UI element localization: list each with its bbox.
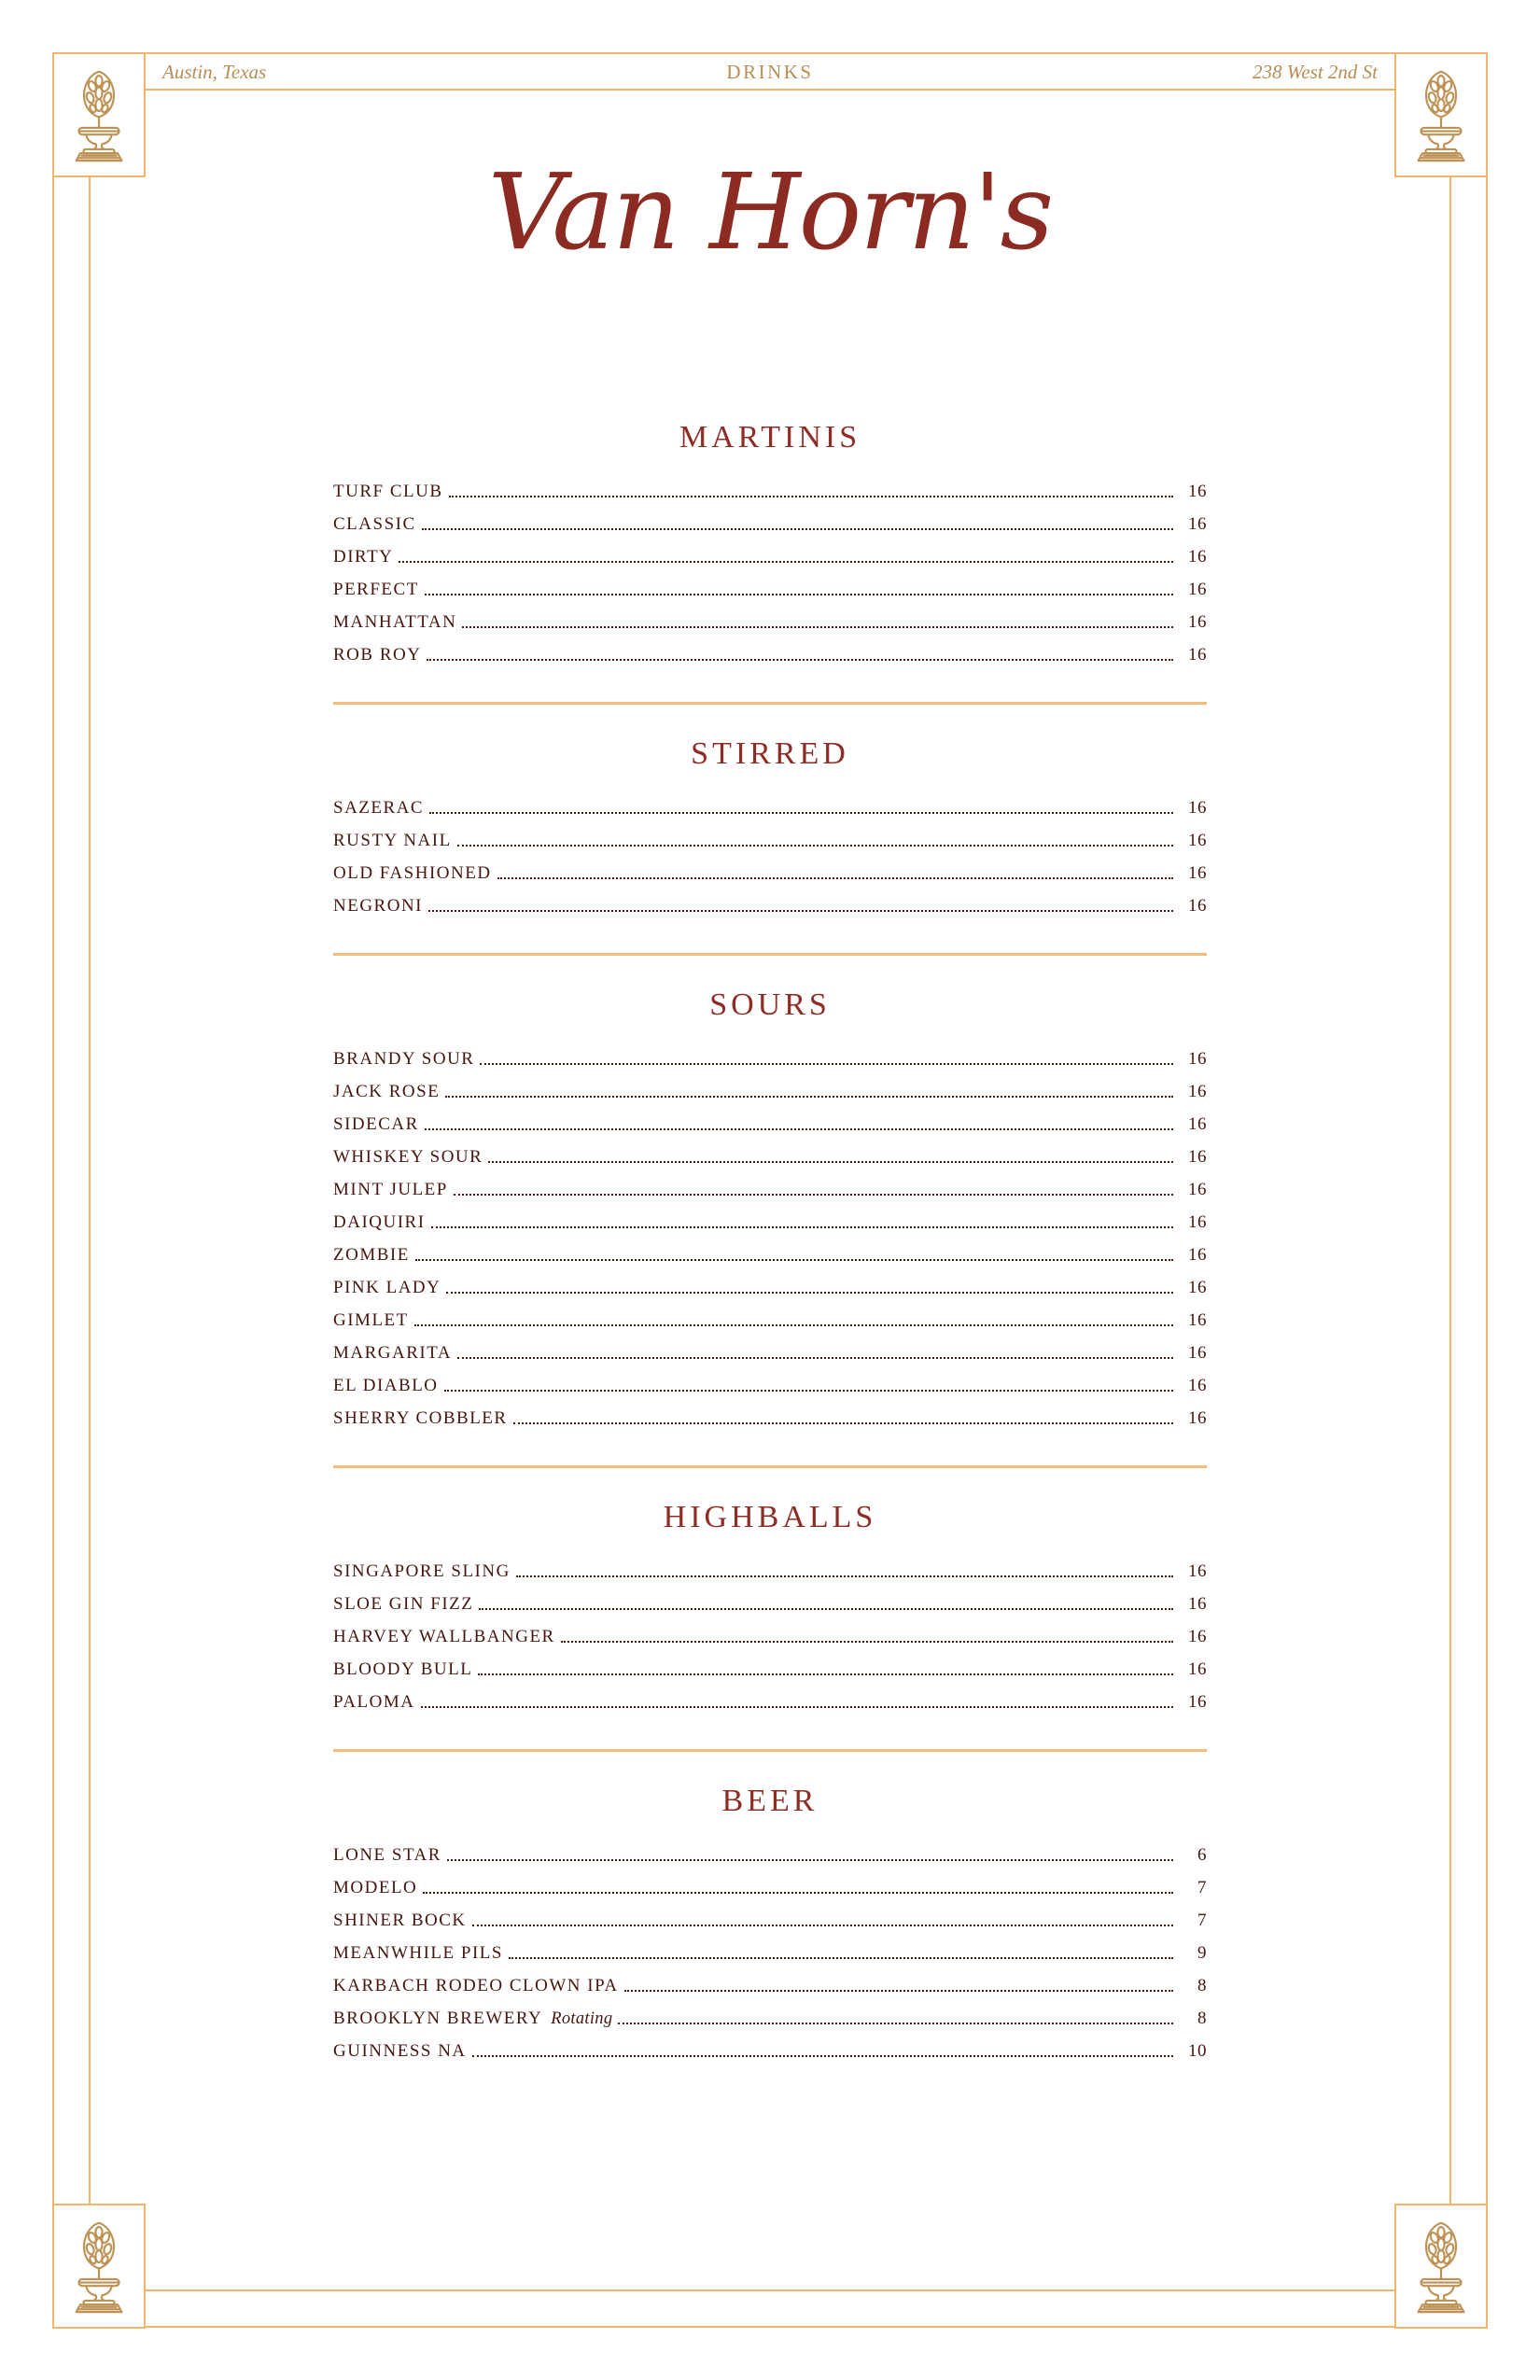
menu-item-price: 16 (1188, 514, 1207, 535)
dot-leader (425, 594, 1173, 595)
menu-item-row (333, 1297, 1207, 1330)
section-divider (333, 702, 1207, 705)
menu-item-price: 16 (1188, 1114, 1207, 1135)
menu-item-name: NEGRONI (333, 896, 423, 917)
menu-item-price: 8 (1197, 2009, 1207, 2029)
menu-item-name: HARVEY WALLBANGER (333, 1627, 555, 1647)
menu-item-price: 16 (1188, 482, 1207, 502)
header-location: Austin, Texas (162, 60, 267, 83)
dot-leader (472, 2055, 1173, 2057)
corner-ornament-bottom-right (1394, 2204, 1488, 2329)
dot-leader (447, 1859, 1173, 1861)
menu-item-price: 16 (1188, 1310, 1207, 1331)
menu-item-name: KARBACH RODEO CLOWN IPA (333, 1976, 619, 1996)
menu-item-price: 9 (1197, 1943, 1207, 1964)
menu-item-name: SAZERAC (333, 798, 425, 819)
menu-item-price: 16 (1188, 1561, 1207, 1582)
menu-item-row (333, 1167, 1207, 1199)
dot-leader (421, 1706, 1174, 1708)
menu-item-name: MANHATTAN (333, 612, 457, 633)
menu-item-name: PERFECT (333, 580, 419, 600)
menu-item-row (333, 1134, 1207, 1167)
dot-leader (429, 812, 1173, 814)
menu-item-row (333, 1646, 1207, 1679)
dot-leader (509, 1957, 1173, 1959)
menu-item-note: Rotating (551, 2009, 613, 2028)
dot-leader (427, 659, 1173, 661)
section-rows (333, 469, 1207, 665)
menu-item-row (333, 1069, 1207, 1101)
section-divider (333, 953, 1207, 956)
dot-leader (454, 1194, 1173, 1196)
menu-item-name: DIRTY (333, 547, 394, 567)
dot-leader (457, 1357, 1173, 1359)
menu-item-price: 16 (1188, 1343, 1207, 1364)
menu-item-name: OLD FASHIONED (333, 863, 492, 884)
menu-item-row (333, 1679, 1207, 1712)
dot-leader (513, 1422, 1173, 1424)
dot-leader (428, 910, 1173, 912)
menu-item-name: BLOODY BULL (333, 1659, 473, 1680)
menu-item-price: 7 (1197, 1878, 1207, 1898)
dot-leader (445, 1096, 1173, 1098)
menu-item-name: MODELO (333, 1878, 418, 1898)
menu-item-name: SINGAPORE SLING (333, 1561, 511, 1582)
section-rows (333, 785, 1207, 916)
section-rows (333, 1832, 1207, 2061)
menu-item-name: SIDECAR (333, 1114, 419, 1135)
menu-item-price: 10 (1188, 2041, 1207, 2062)
section-title: BEER (721, 1784, 819, 1818)
menu-item-price: 16 (1188, 863, 1207, 884)
menu-item-row (333, 1199, 1207, 1232)
dot-leader (516, 1575, 1173, 1577)
menu-item-row (333, 1363, 1207, 1395)
dot-leader (479, 1608, 1173, 1610)
menu-item-row (333, 1995, 1207, 2028)
menu-item-name: BRANDY SOUR (333, 1049, 475, 1070)
dot-leader (415, 1259, 1173, 1261)
menu-item-name: BROOKLYN BREWERY Rotating (333, 2008, 613, 2028)
menu-item-name: ROB ROY (333, 645, 422, 665)
menu-item-row (333, 1265, 1207, 1297)
menu-item-row (333, 1232, 1207, 1265)
menu-item-name: RUSTY NAIL (333, 831, 452, 851)
menu-item-row (333, 1614, 1207, 1646)
dot-leader (561, 1641, 1173, 1643)
menu-item-row (333, 501, 1207, 534)
menu-item-name: LONE STAR (333, 1845, 441, 1866)
menu-item-price: 16 (1188, 1627, 1207, 1647)
dot-leader (472, 1925, 1173, 1926)
menu-item-price: 16 (1188, 1049, 1207, 1070)
dot-leader (423, 1892, 1173, 1894)
menu-item-price: 16 (1188, 896, 1207, 917)
menu-item-row (333, 818, 1207, 850)
corner-ornament-bottom-left (52, 2204, 146, 2329)
header (147, 54, 1393, 90)
menu-item-price: 16 (1188, 1692, 1207, 1713)
menu-item-price: 16 (1188, 1212, 1207, 1233)
menu-item-price: 16 (1188, 580, 1207, 600)
dot-leader (497, 877, 1173, 879)
dot-leader (457, 845, 1173, 847)
menu-item-row (333, 1548, 1207, 1581)
section-title: SOURS (709, 987, 831, 1022)
menu-item-row (333, 1036, 1207, 1069)
menu-item-price: 8 (1197, 1976, 1207, 1996)
menu-item-price: 6 (1197, 1845, 1207, 1866)
menu-item-row (333, 567, 1207, 599)
menu-item-name: GIMLET (333, 1310, 409, 1331)
menu-item-row (333, 1581, 1207, 1614)
menu-item-name: SHINER BOCK (333, 1911, 467, 1931)
pinecone-finial-icon (65, 2218, 133, 2315)
section-divider (333, 1465, 1207, 1468)
dot-leader (446, 1292, 1173, 1294)
dot-leader (414, 1324, 1173, 1326)
menu-item-price: 16 (1188, 1659, 1207, 1680)
dot-leader (624, 1990, 1173, 1992)
menu-item-row (333, 1395, 1207, 1428)
dot-leader (425, 1128, 1173, 1130)
menu-item-price: 16 (1188, 1594, 1207, 1615)
section-rows (333, 1548, 1207, 1712)
menu-section (333, 418, 1207, 705)
menu-item-price: 16 (1188, 1147, 1207, 1168)
menu-item-price: 16 (1188, 547, 1207, 567)
menu-item-row (333, 1330, 1207, 1363)
menu-item-name: MINT JULEP (333, 1180, 448, 1200)
menu-item-name: WHISKEY SOUR (333, 1147, 483, 1168)
menu-section (333, 1498, 1207, 1752)
menu-item-row (333, 1101, 1207, 1134)
menu-item-name: EL DIABLO (333, 1376, 439, 1396)
dot-leader (422, 528, 1173, 530)
section-title: HIGHBALLS (663, 1500, 877, 1534)
menu-item-row (333, 883, 1207, 916)
dot-leader (618, 2023, 1173, 2024)
menu-section (333, 1782, 1207, 2061)
dot-leader (399, 561, 1173, 563)
header-title: DRINKS (726, 60, 814, 83)
menu-item-name: PALOMA (333, 1692, 415, 1713)
dot-leader (444, 1390, 1173, 1392)
section-title: STIRRED (691, 736, 849, 771)
menu-item-price: 16 (1188, 612, 1207, 633)
dot-leader (480, 1063, 1173, 1065)
menu-item-price: 16 (1188, 1180, 1207, 1200)
dot-leader (462, 626, 1173, 628)
menu-item-row (333, 599, 1207, 632)
menu-item-name: MEANWHILE PILS (333, 1943, 503, 1964)
menu-section (333, 735, 1207, 956)
section-divider (333, 1749, 1207, 1752)
menu-content (333, 418, 1207, 2061)
menu-section (333, 986, 1207, 1468)
menu-item-row (333, 1963, 1207, 1995)
menu-item-name: ZOMBIE (333, 1245, 410, 1266)
menu-item-price: 16 (1188, 1278, 1207, 1298)
menu-item-price: 16 (1188, 1376, 1207, 1396)
dot-leader (478, 1673, 1173, 1675)
menu-item-price: 16 (1188, 1408, 1207, 1429)
menu-item-price: 16 (1188, 831, 1207, 851)
menu-item-price: 7 (1197, 1911, 1207, 1931)
menu-item-row (333, 1865, 1207, 1897)
menu-item-name: CLASSIC (333, 514, 416, 535)
menu-item-price: 16 (1188, 645, 1207, 665)
menu-item-name: JACK ROSE (333, 1082, 441, 1102)
restaurant-logo: Van Horn's (487, 152, 1053, 273)
menu-item-row (333, 850, 1207, 883)
menu-item-price: 16 (1188, 1082, 1207, 1102)
menu-item-price: 16 (1188, 1245, 1207, 1266)
menu-item-row (333, 1832, 1207, 1865)
menu-item-row (333, 2028, 1207, 2061)
dot-leader (488, 1161, 1173, 1163)
menu-item-name: DAIQUIRI (333, 1212, 426, 1233)
dot-leader (431, 1226, 1173, 1228)
menu-item-row (333, 785, 1207, 818)
section-rows (333, 1036, 1207, 1428)
menu-item-price: 16 (1188, 798, 1207, 819)
menu-item-name: MARGARITA (333, 1343, 453, 1364)
menu-item-name: SHERRY COBBLER (333, 1408, 508, 1429)
menu-item-row (333, 534, 1207, 567)
menu-item-name: SLOE GIN FIZZ (333, 1594, 474, 1615)
menu-item-row (333, 632, 1207, 665)
pinecone-finial-icon (1407, 2218, 1475, 2315)
menu-item-name: GUINNESS NA (333, 2041, 467, 2062)
menu-item-name: TURF CLUB (333, 482, 443, 502)
header-address: 238 West 2nd St (1253, 60, 1378, 83)
menu-item-row (333, 1930, 1207, 1963)
dot-leader (449, 496, 1174, 497)
menu-item-name: PINK LADY (333, 1278, 441, 1298)
section-title: MARTINIS (679, 420, 861, 455)
menu-item-row (333, 1897, 1207, 1930)
menu-item-row (333, 469, 1207, 501)
